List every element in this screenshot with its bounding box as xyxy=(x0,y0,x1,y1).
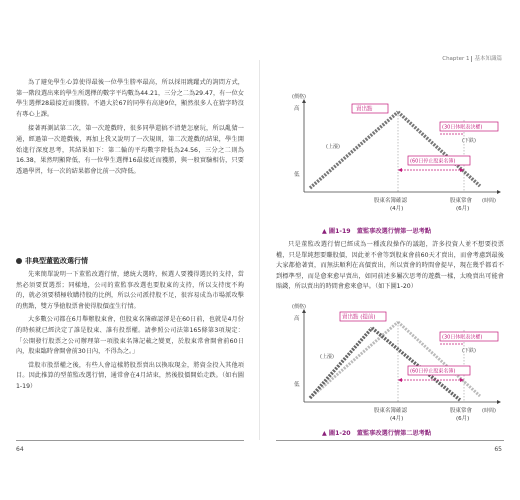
y-low-label: 低 xyxy=(294,382,300,388)
x-sub-april: (4月) xyxy=(390,206,404,212)
paragraph: 大多數公司都在6月舉辦股東會，但股東名簿確認卻是在60日前，也就是4月份的時候就已經決定了誰是股東、誰有投票權。請參照公司法第165條第3項規定：「公開發行股票之公司辦理第一項股東名簿記載之變更，於股東常會開會前60日內，股東臨時會開會前30日內，不得為之。」 xyxy=(16,316,244,356)
chapter-label: Chapter 1 xyxy=(442,56,470,62)
sell-point-label: 賣出點 (提前) xyxy=(342,314,376,321)
page-number: 64 xyxy=(16,446,24,453)
left-text-top xyxy=(16,78,244,177)
figure-caption-1-19: ▲ 圖1-19 董監事改選行情第一思考點 xyxy=(322,228,432,235)
footer-rule xyxy=(16,440,244,441)
section-title xyxy=(16,256,88,266)
original-uptrend-line xyxy=(310,322,398,398)
rise-label: (上漲) xyxy=(326,144,340,150)
paragraph: 接著再測試第二次，第一次遊戲時，很多同學還搞不清楚怎麼玩，所以亂猜一通，經過第一次遊戲後，再加上我又說明了一次規則，第二次遊戲的結果，學生開始進行深度思考，其結果如下：第二輪的平均數字降低為24.56，三分之二則為16.38，果然明顯降低，有一位學生選擇16最接近而獲勝，與一般實驗相仿，只要透過學習，每一次的結果都會比前一次降低。 xyxy=(16,125,244,175)
chart-1-20 xyxy=(290,300,512,430)
left-text-bottom xyxy=(16,270,244,393)
chapter-title: 基本知識篇 xyxy=(474,56,502,62)
paragraph: 為了避免學生心算使得最後一位學生勝率最高，所以採用跳躍式的詢問方式，第一階段選出來的學生所選擇的數字平均數為44.21，三分之二為29.47，有一位女學生選擇28最接近而獲勝。不過大於67的同學有高達9位，顯然很多人在猜字時沒有專心上課。 xyxy=(16,79,244,118)
y-axis-label: (價格) xyxy=(292,304,306,310)
paragraph: 只是董監改選行情已經成為一種波段操作的議題，許多投資人並不想要投票權，只是單純想要賺股價，因此並不會等到股東會前60天才賣出，而會考慮到最後大家都搶著賣，而無法順利在高價賣出，所以賣會的時間會提早，現在幾乎都看不到標準型，而是愈來愈早賣出，如同前述多屬次思考的遊戲一樣，太晚賣出可能會賠錢，所以賣出的時間會愈來愈早。（如下圖1-20） xyxy=(276,241,504,291)
fall-label: (下跌) xyxy=(462,348,476,354)
register-box-label: (60日停止股東名簿) xyxy=(410,158,456,165)
right-text xyxy=(276,240,504,293)
x-sub-april: (4月) xyxy=(390,416,404,422)
chart-1-19 xyxy=(290,90,512,220)
x-axis-unit: (時間) xyxy=(482,408,496,414)
fall-label: (下跌) xyxy=(462,138,476,144)
y-low-label: 低 xyxy=(294,172,300,178)
chart-1-19-svg xyxy=(290,90,512,220)
bullet-icon xyxy=(16,258,22,264)
x-sub-june: (6月) xyxy=(456,416,470,422)
x-label-meeting: 股東常會 xyxy=(450,198,473,204)
voting-box-label: (30日休眠表決權) xyxy=(442,124,483,131)
right-page xyxy=(260,0,520,500)
chart-1-20-svg xyxy=(290,300,512,430)
sell-point-label: 賣出點 xyxy=(356,106,373,113)
early-uptrend-line xyxy=(310,328,372,398)
y-axis-label: (價格) xyxy=(292,94,306,100)
rise-label: (上漲) xyxy=(320,354,334,360)
x-axis-unit: (時間) xyxy=(482,198,496,204)
figure-caption-1-20: ▲ 圖1-20 董監事改選行情第二思考點 xyxy=(322,430,432,437)
register-box-label: (60日停止股東名簿) xyxy=(410,368,456,375)
running-header xyxy=(442,54,502,62)
uptrend-line xyxy=(310,112,398,188)
footer-rule xyxy=(276,440,504,441)
paragraph: 先來簡單說明一下董監改選行情，總統大選時，候選人要獲得選民的支持，當然必須要買選票；同樣地，公司的董監事改選也要股東的支持，所以支持度不夠的，就必須要積極收購持股的比例，所以公司派持股不足，很容易成為市場派攻擊的焦點，雙方爭搶股票會使得股價產生行情。 xyxy=(16,271,244,310)
y-high-label: 高 xyxy=(294,316,300,322)
x-label-meeting: 股東常會 xyxy=(450,408,473,414)
x-label-register: 股東名簿確認 xyxy=(374,198,408,204)
page-number: 65 xyxy=(494,446,502,453)
x-sub-june: (6月) xyxy=(456,206,470,212)
y-high-label: 高 xyxy=(294,106,300,112)
x-label-register: 股東名簿確認 xyxy=(374,408,408,414)
voting-box-label: (30日休眠表決權) xyxy=(442,334,483,341)
paragraph: 當股市股票權之後，有些人會這樣將股票賣出以換取現金，將資金投入其他項目。因此推算的型董監改選行情，通常會在4月結束，然後股價開始走跌。（如右圖1-19） xyxy=(16,361,244,390)
section-title-text: 非典型董監改選行情 xyxy=(25,257,88,265)
